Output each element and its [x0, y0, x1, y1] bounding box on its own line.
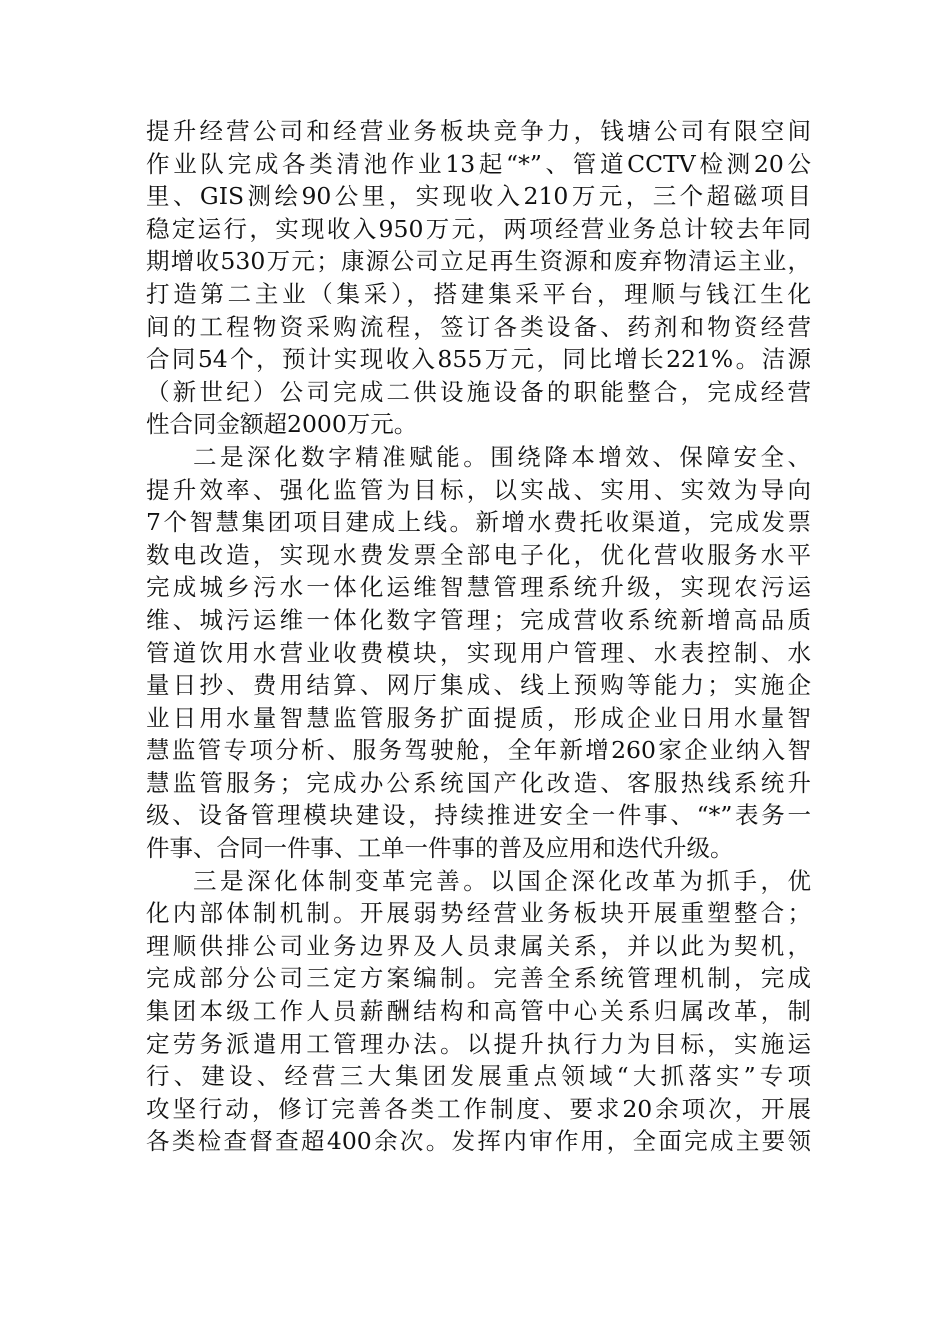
text-line: 集团本级工作人员薪酬结构和高管中心关系归属改革，制	[146, 997, 811, 1026]
text-line: 量日抄、费用结算、网厅集成、线上预购等能力；实施企	[146, 671, 811, 700]
text-line: 攻坚行动，修订完善各类工作制度、要求20余项次，开展	[146, 1094, 811, 1123]
text-line: 提升经营公司和经营业务板块竞争力，钱塘公司有限空间	[146, 117, 811, 145]
text-line: 完成部分公司三定方案编制。完善全系统管理机制，完成	[146, 964, 811, 993]
text-line: 理顺供排公司业务边界及人员隶属关系，并以此为契机，	[146, 931, 811, 960]
text-line: 业日用水量智慧监管服务扩面提质，形成企业日用水量智	[146, 703, 811, 732]
text-line: 作业队完成各类清池作业13起“*”、管道CCTV检测20公	[146, 149, 811, 178]
text-line: 数电改造，实现水费发票全部电子化，优化营收服务水平	[146, 540, 811, 569]
text-line: 性合同金额超2000万元。	[146, 410, 418, 439]
text-line: 打造第二主业（集采），搭建集采平台，理顺与钱江生化	[146, 279, 811, 308]
text-line: 期增收530万元；康源公司立足再生资源和废弃物清运主业，	[146, 247, 811, 276]
text-line: 维、城污运维一体化数字管理；完成营收系统新增高品质	[146, 605, 811, 634]
text-line: 定劳务派遣用工管理办法。以提升执行力为目标，实施运	[146, 1029, 811, 1058]
text-line: 提升效率、强化监管为目标，以实战、实用、实效为导向	[146, 475, 811, 504]
text-line: 级、设备管理模块建设，持续推进安全一件事、“*”表务一	[146, 801, 811, 830]
paragraph-heading-line: 二是深化数字精准赋能。围绕降本增效、保障安全、	[193, 442, 811, 471]
text-line: 化内部体制机制。开展弱势经营业务板块开展重塑整合；	[146, 899, 811, 928]
text-line: 里、GIS测绘90公里，实现收入210万元，三个超磁项目	[146, 182, 811, 211]
text-line: 稳定运行，实现收入950万元，两项经营业务总计较去年同	[146, 214, 811, 243]
text-line: 完成城乡污水一体化运维智慧管理系统升级，实现农污运	[146, 573, 811, 602]
text-line: （新世纪）公司完成二供设施设备的职能整合，完成经营	[146, 377, 811, 406]
text-line: 合同54个，预计实现收入855万元，同比增长221%。洁源	[146, 345, 811, 374]
paragraph-2	[146, 441, 811, 865]
paragraph-heading-line: 三是深化体制变革完善。以国企深化改革为抓手，优	[193, 866, 811, 895]
text-line: 慧监管专项分析、服务驾驶舱，全年新增260家企业纳入智	[146, 736, 811, 765]
text-line: 行、建设、经营三大集团发展重点领域“大抓落实”专项	[146, 1062, 811, 1091]
text-line: 7个智慧集团项目建成上线。新增水费托收渠道，完成发票	[146, 508, 811, 537]
paragraph-3	[146, 865, 811, 1158]
text-line: 管道饮用水营业收费模块，实现用户管理、水表控制、水	[146, 638, 811, 667]
text-line: 慧监管服务；完成办公系统国产化改造、客服热线系统升	[146, 768, 811, 797]
paragraph-1	[146, 115, 811, 441]
document-body	[146, 115, 811, 1158]
text-line: 件事、合同一件事、工单一件事的普及应用和迭代升级。	[146, 834, 734, 863]
text-line: 间的工程物资采购流程，签订各类设备、药剂和物资经营	[146, 312, 811, 341]
text-line: 各类检查督查超400余次。发挥内审作用，全面完成主要领	[146, 1127, 811, 1156]
